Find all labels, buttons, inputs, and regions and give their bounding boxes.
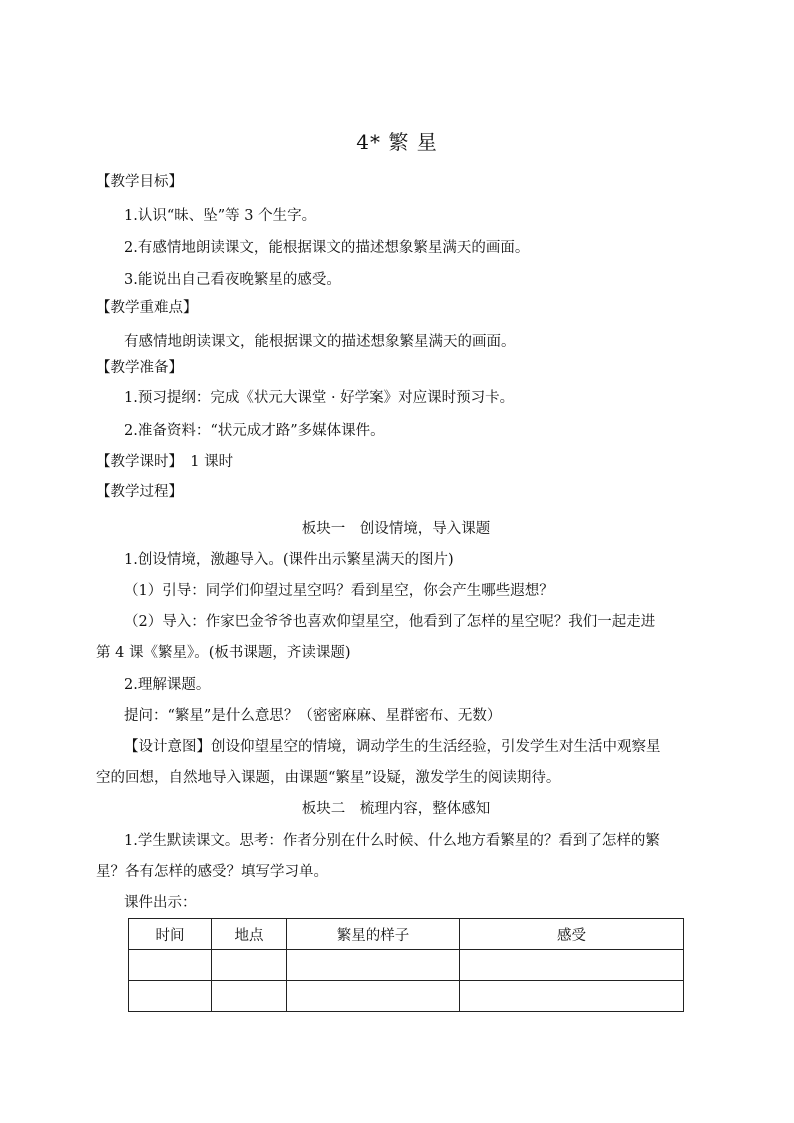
header-time: 时间	[129, 919, 212, 950]
key-points-heading: 【教学重难点】	[96, 300, 198, 316]
design-intent-line-2: 空的回想，自然地导入课题，由课题“繁星”设疑，激发学生的阅读期待。	[96, 770, 561, 786]
preparation-1: 1.预习提纲：完成《状元大课堂 · 好学案》对应课时预习卡。	[124, 390, 515, 406]
preparation-2: 2.准备资料：“状元成才路”多媒体课件。	[124, 423, 385, 439]
block1-line-6: 提问：“繁星”是什么意思？（密密麻麻、星群密布、无数）	[124, 708, 502, 724]
table-cell	[287, 950, 460, 981]
objectives-heading: 【教学目标】	[96, 174, 183, 190]
design-intent-line-1: 【设计意图】创设仰望星空的情境，调动学生的生活经验，引发学生对生活中观察星	[124, 739, 661, 755]
block1-line-4: 第 4 课《繁星》。(板书课题，齐读课题)	[96, 645, 351, 661]
table-cell	[129, 950, 212, 981]
table-cell	[287, 981, 460, 1012]
block1-line-3: （2）导入：作家巴金爷爷也喜欢仰望星空，他看到了怎样的星空呢？我们一起走进	[124, 614, 656, 630]
header-place: 地点	[212, 919, 287, 950]
objective-1: 1.认识“昧、坠”等 3 个生字。	[124, 208, 317, 224]
table-cell	[460, 981, 684, 1012]
header-feeling: 感受	[460, 919, 684, 950]
table-row	[129, 950, 684, 981]
table-cell	[212, 950, 287, 981]
key-points-text: 有感情地朗读课文，能根据课文的描述想象繁星满天的画面。	[124, 334, 516, 350]
table-row	[129, 981, 684, 1012]
block2-line-3: 课件出示：	[124, 895, 197, 911]
block1-line-1: 1.创设情境，激趣导入。(课件出示繁星满天的图片)	[124, 552, 454, 568]
table-cell	[460, 950, 684, 981]
table-cell	[129, 981, 212, 1012]
study-sheet-table	[128, 918, 684, 1012]
header-star-appearance: 繁星的样子	[287, 919, 460, 950]
block1-heading: 板块一 创设情境，导入课题	[301, 521, 491, 537]
block2-line-2: 星？各有怎样的感受？填写学习单。	[96, 864, 328, 880]
block2-heading: 板块二 梳理内容，整体感知	[301, 801, 491, 817]
preparation-heading: 【教学准备】	[96, 360, 183, 376]
process-heading: 【教学过程】	[96, 484, 183, 500]
block1-line-5: 2.理解课题。	[124, 677, 211, 693]
lesson-title: 4* 繁 星	[356, 130, 438, 154]
block2-line-1: 1.学生默读课文。思考：作者分别在什么时候、什么地方看繁星的？看到了怎样的繁	[124, 833, 660, 849]
table-cell	[212, 981, 287, 1012]
objective-3: 3.能说出自己看夜晚繁星的感受。	[124, 272, 341, 288]
table-header-row	[129, 919, 684, 950]
class-hours: 【教学课时】 1 课时	[96, 454, 234, 470]
block1-line-2: （1）引导：同学们仰望过星空吗？看到星空，你会产生哪些遐想？	[124, 583, 554, 599]
objective-2: 2.有感情地朗读课文，能根据课文的描述想象繁星满天的画面。	[124, 240, 530, 256]
